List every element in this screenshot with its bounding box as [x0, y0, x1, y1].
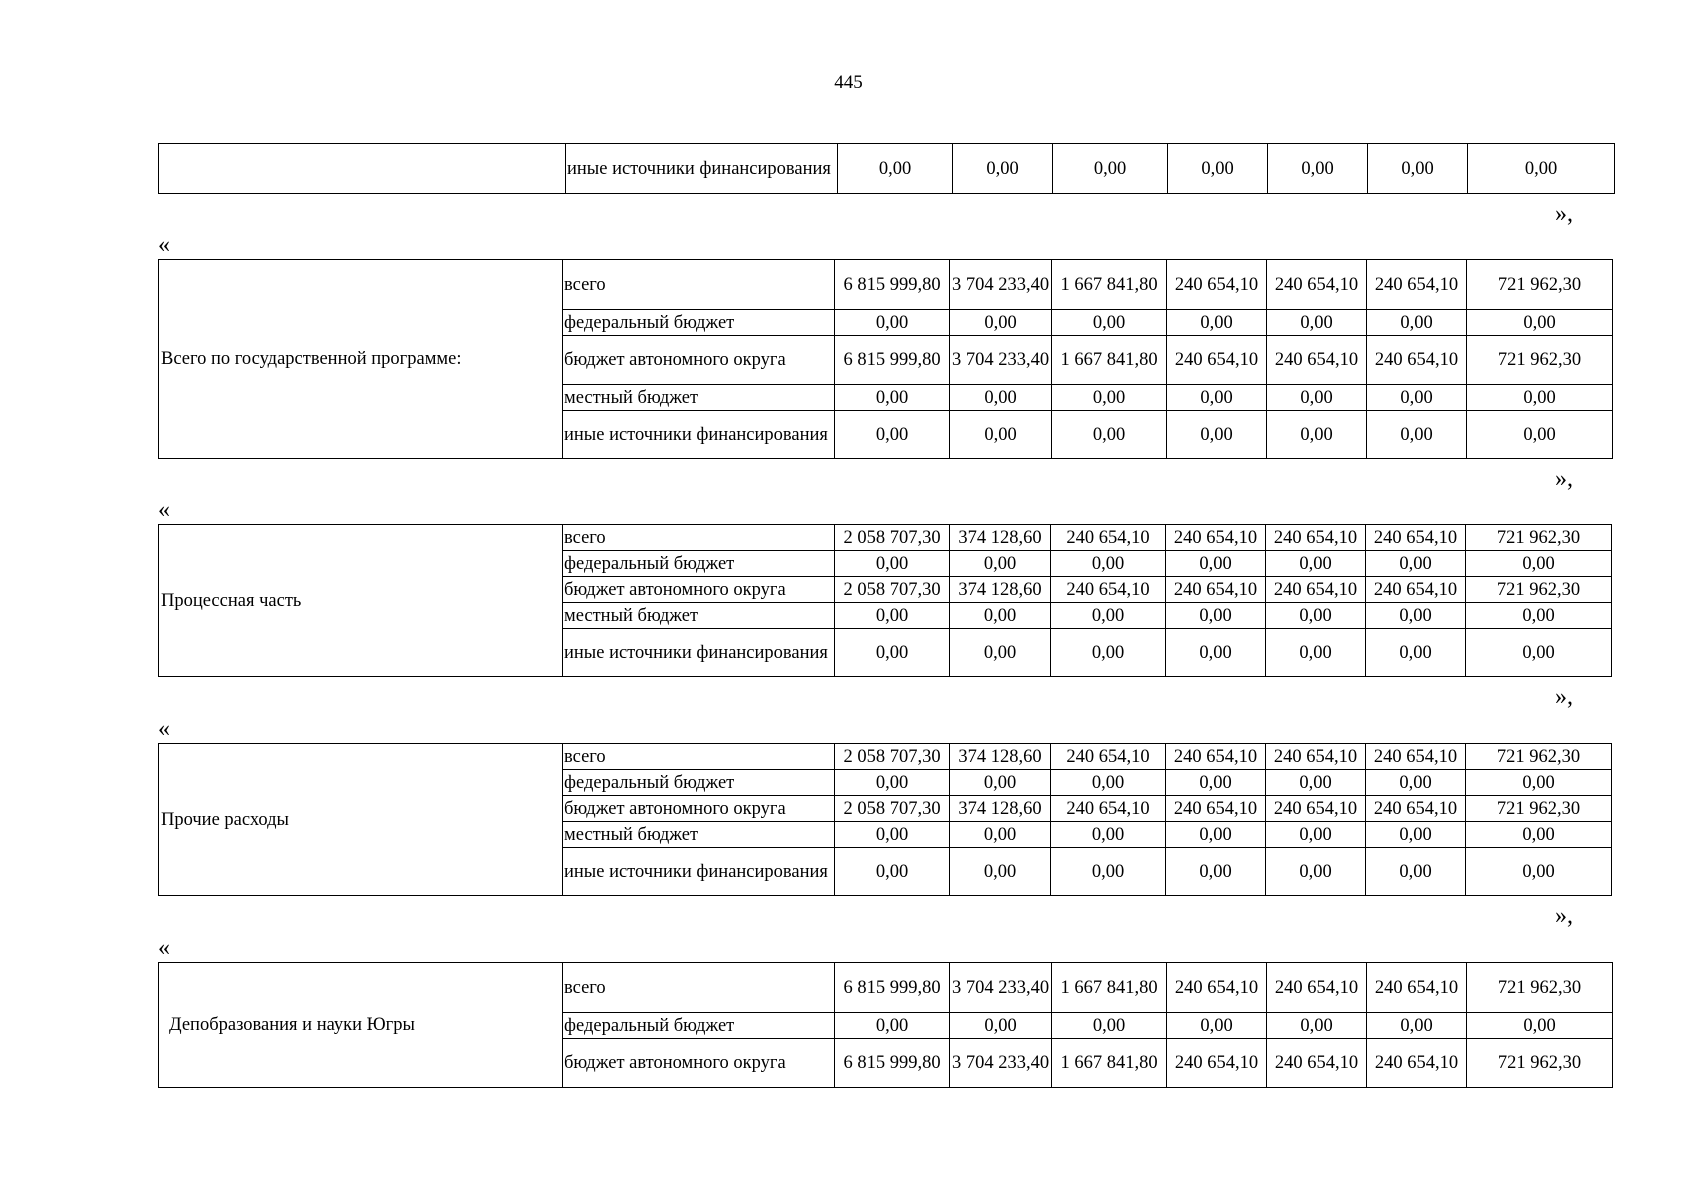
value-cell: 0,00 [1467, 1013, 1613, 1039]
value-cell: 0,00 [1267, 385, 1367, 411]
value-cell: 0,00 [1266, 603, 1366, 629]
value-cell: 721 962,30 [1467, 963, 1613, 1013]
value-cell: 374 128,60 [950, 796, 1051, 822]
value-cell: 0,00 [950, 385, 1052, 411]
value-cell: 0,00 [1266, 551, 1366, 577]
value-cell: 0,00 [1267, 1013, 1367, 1039]
value-cell: 240 654,10 [1367, 260, 1467, 310]
value-cell: 374 128,60 [950, 525, 1051, 551]
value-cell: 0,00 [1266, 770, 1366, 796]
value-cell: 240 654,10 [1267, 336, 1367, 385]
name-cell [159, 144, 566, 194]
value-cell: 1 667 841,80 [1052, 336, 1167, 385]
value-cell: 0,00 [1167, 385, 1267, 411]
value-cell: 0,00 [1467, 411, 1613, 459]
value-cell: 240 654,10 [1051, 525, 1166, 551]
table-row [159, 525, 1612, 551]
section-name-cell: Депобразования и науки Югры [159, 963, 563, 1088]
value-cell: 0,00 [1267, 411, 1367, 459]
value-cell: 0,00 [1367, 310, 1467, 336]
value-cell: 0,00 [1366, 551, 1466, 577]
value-cell: 6 815 999,80 [835, 963, 950, 1013]
closing-quote: », [1555, 684, 1573, 710]
value-cell: 0,00 [1166, 629, 1266, 677]
value-cell: 240 654,10 [1267, 963, 1367, 1013]
value-cell: 721 962,30 [1466, 525, 1612, 551]
value-cell: 0,00 [1268, 144, 1368, 194]
source-cell: федеральный бюджет [563, 770, 835, 796]
value-cell: 0,00 [835, 551, 950, 577]
value-cell: 721 962,30 [1467, 1039, 1613, 1088]
opening-quote: « [158, 935, 170, 961]
value-cell: 240 654,10 [1166, 796, 1266, 822]
value-cell: 0,00 [835, 603, 950, 629]
source-cell: федеральный бюджет [563, 1013, 835, 1039]
value-cell: 0,00 [1366, 603, 1466, 629]
value-cell: 0,00 [1166, 603, 1266, 629]
source-cell: всего [563, 744, 835, 770]
value-cell: 3 704 233,40 [950, 260, 1052, 310]
value-cell: 0,00 [1466, 551, 1612, 577]
value-cell: 0,00 [950, 603, 1051, 629]
value-cell: 0,00 [1168, 144, 1268, 194]
value-cell: 240 654,10 [1267, 1039, 1367, 1088]
source-cell: местный бюджет [563, 603, 835, 629]
value-cell: 0,00 [1167, 411, 1267, 459]
value-cell: 0,00 [1167, 1013, 1267, 1039]
value-cell: 0,00 [1366, 629, 1466, 677]
value-cell: 0,00 [950, 1013, 1052, 1039]
value-cell: 6 815 999,80 [835, 260, 950, 310]
value-cell: 3 704 233,40 [950, 1039, 1052, 1088]
source-cell: бюджет автономного округа [563, 336, 835, 385]
source-cell: местный бюджет [563, 822, 835, 848]
value-cell: 374 128,60 [950, 744, 1051, 770]
value-cell: 0,00 [950, 411, 1052, 459]
value-cell: 0,00 [835, 822, 950, 848]
value-cell: 0,00 [1467, 310, 1613, 336]
value-cell: 0,00 [1367, 385, 1467, 411]
value-cell: 0,00 [1053, 144, 1168, 194]
value-cell: 240 654,10 [1266, 525, 1366, 551]
source-cell: всего [563, 260, 835, 310]
budget-table-department [158, 962, 1613, 1088]
value-cell: 0,00 [1166, 551, 1266, 577]
table-row [159, 260, 1613, 310]
opening-quote: « [158, 232, 170, 258]
section-name-cell: Всего по государственной программе: [159, 260, 563, 459]
value-cell: 240 654,10 [1367, 963, 1467, 1013]
value-cell: 721 962,30 [1467, 336, 1613, 385]
source-cell: местный бюджет [563, 385, 835, 411]
value-cell: 240 654,10 [1266, 796, 1366, 822]
value-cell: 240 654,10 [1051, 577, 1166, 603]
value-cell: 0,00 [1267, 310, 1367, 336]
value-cell: 0,00 [1051, 603, 1166, 629]
value-cell: 0,00 [1051, 848, 1166, 896]
value-cell: 0,00 [835, 1013, 950, 1039]
value-cell: 0,00 [953, 144, 1053, 194]
value-cell: 721 962,30 [1466, 744, 1612, 770]
value-cell: 240 654,10 [1266, 577, 1366, 603]
value-cell: 0,00 [1466, 603, 1612, 629]
budget-table-other-expenses [158, 743, 1612, 896]
value-cell: 0,00 [835, 770, 950, 796]
source-cell: федеральный бюджет [563, 310, 835, 336]
value-cell: 0,00 [1466, 770, 1612, 796]
value-cell: 240 654,10 [1366, 744, 1466, 770]
section-name-cell: Процессная часть [159, 525, 563, 677]
value-cell: 0,00 [1051, 551, 1166, 577]
value-cell: 240 654,10 [1167, 1039, 1267, 1088]
table-row [159, 963, 1613, 1013]
value-cell: 721 962,30 [1466, 577, 1612, 603]
value-cell: 2 058 707,30 [835, 525, 950, 551]
value-cell: 721 962,30 [1466, 796, 1612, 822]
value-cell: 0,00 [1366, 770, 1466, 796]
value-cell: 0,00 [1266, 848, 1366, 896]
section-name-cell: Прочие расходы [159, 744, 563, 896]
budget-table-process-part [158, 524, 1612, 677]
value-cell: 0,00 [835, 385, 950, 411]
value-cell: 3 704 233,40 [950, 963, 1052, 1013]
value-cell: 0,00 [1166, 822, 1266, 848]
value-cell: 240 654,10 [1267, 260, 1367, 310]
value-cell: 2 058 707,30 [835, 744, 950, 770]
page-number: 445 [834, 72, 863, 93]
value-cell: 2 058 707,30 [835, 796, 950, 822]
source-cell: иные источники финансирования [566, 144, 838, 194]
opening-quote: « [158, 497, 170, 523]
value-cell: 0,00 [1052, 1013, 1167, 1039]
value-cell: 0,00 [1166, 848, 1266, 896]
source-cell: иные источники финансирования [563, 629, 835, 677]
value-cell: 0,00 [1266, 822, 1366, 848]
source-cell: всего [563, 525, 835, 551]
value-cell: 0,00 [950, 848, 1051, 896]
source-cell: бюджет автономного округа [563, 1039, 835, 1088]
value-cell: 0,00 [1466, 822, 1612, 848]
value-cell: 240 654,10 [1367, 1039, 1467, 1088]
value-cell: 0,00 [1266, 629, 1366, 677]
value-cell: 0,00 [1466, 848, 1612, 896]
value-cell: 240 654,10 [1167, 260, 1267, 310]
value-cell: 0,00 [1467, 385, 1613, 411]
value-cell: 0,00 [950, 310, 1052, 336]
value-cell: 240 654,10 [1366, 796, 1466, 822]
value-cell: 0,00 [1052, 411, 1167, 459]
value-cell: 0,00 [1051, 822, 1166, 848]
value-cell: 0,00 [1466, 629, 1612, 677]
value-cell: 6 815 999,80 [835, 336, 950, 385]
value-cell: 0,00 [1367, 1013, 1467, 1039]
value-cell: 0,00 [1366, 822, 1466, 848]
value-cell: 0,00 [1166, 770, 1266, 796]
value-cell: 721 962,30 [1467, 260, 1613, 310]
value-cell: 1 667 841,80 [1052, 963, 1167, 1013]
continuation-table [158, 143, 1615, 194]
value-cell: 0,00 [1367, 411, 1467, 459]
source-cell: федеральный бюджет [563, 551, 835, 577]
value-cell: 240 654,10 [1051, 796, 1166, 822]
value-cell: 0,00 [835, 310, 950, 336]
value-cell: 0,00 [835, 848, 950, 896]
table-row [159, 744, 1612, 770]
value-cell: 240 654,10 [1367, 336, 1467, 385]
value-cell: 240 654,10 [1366, 525, 1466, 551]
value-cell: 6 815 999,80 [835, 1039, 950, 1088]
value-cell: 240 654,10 [1166, 744, 1266, 770]
value-cell: 0,00 [835, 411, 950, 459]
value-cell: 240 654,10 [1167, 963, 1267, 1013]
value-cell: 240 654,10 [1266, 744, 1366, 770]
source-cell: бюджет автономного округа [563, 577, 835, 603]
value-cell: 0,00 [950, 629, 1051, 677]
source-cell: иные источники финансирования [563, 848, 835, 896]
value-cell: 0,00 [1051, 629, 1166, 677]
closing-quote: », [1555, 201, 1573, 227]
value-cell: 0,00 [950, 770, 1051, 796]
value-cell: 0,00 [1052, 310, 1167, 336]
value-cell: 0,00 [835, 629, 950, 677]
value-cell: 0,00 [950, 551, 1051, 577]
source-cell: бюджет автономного округа [563, 796, 835, 822]
value-cell: 3 704 233,40 [950, 336, 1052, 385]
value-cell: 374 128,60 [950, 577, 1051, 603]
source-cell: иные источники финансирования [563, 411, 835, 459]
value-cell: 0,00 [1167, 310, 1267, 336]
value-cell: 0,00 [1051, 770, 1166, 796]
budget-table-program-total [158, 259, 1613, 459]
value-cell: 0,00 [1368, 144, 1468, 194]
value-cell: 240 654,10 [1166, 525, 1266, 551]
value-cell: 0,00 [1052, 385, 1167, 411]
value-cell: 2 058 707,30 [835, 577, 950, 603]
value-cell: 0,00 [950, 822, 1051, 848]
table-row [159, 144, 1615, 194]
value-cell: 0,00 [1366, 848, 1466, 896]
value-cell: 1 667 841,80 [1052, 260, 1167, 310]
closing-quote: », [1555, 903, 1573, 929]
value-cell: 240 654,10 [1166, 577, 1266, 603]
source-cell: всего [563, 963, 835, 1013]
value-cell: 240 654,10 [1051, 744, 1166, 770]
closing-quote: », [1555, 466, 1573, 492]
value-cell: 240 654,10 [1167, 336, 1267, 385]
opening-quote: « [158, 716, 170, 742]
value-cell: 1 667 841,80 [1052, 1039, 1167, 1088]
value-cell: 0,00 [838, 144, 953, 194]
value-cell: 0,00 [1468, 144, 1615, 194]
value-cell: 240 654,10 [1366, 577, 1466, 603]
